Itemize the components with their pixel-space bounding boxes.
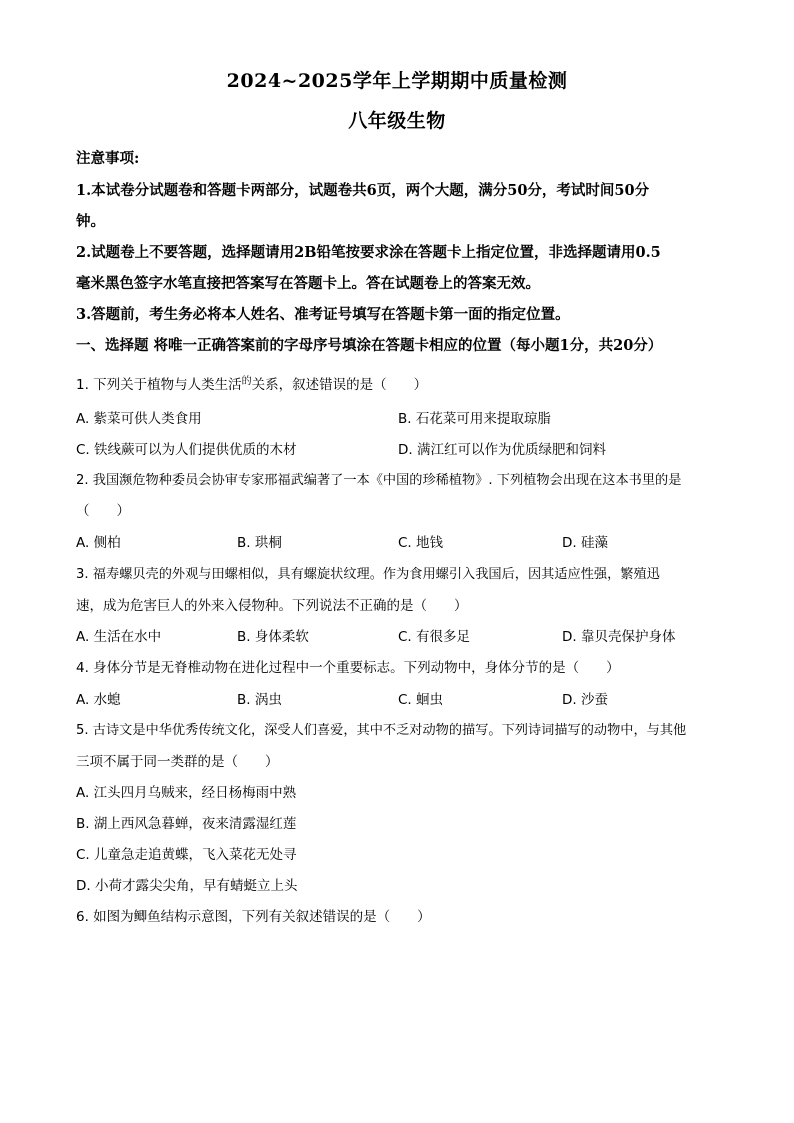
- question-1-option-d: D. 满江红可以作为优质绿肥和饲料: [398, 442, 606, 458]
- question-1-option-c: C. 铁线蕨可以为人们提供优质的木材: [76, 442, 297, 458]
- note-1-line-1: 1.本试卷分试题卷和答题卡两部分，试题卷共6页，两个大题，满分50分，考试时间50分: [76, 182, 650, 199]
- question-2-option-d: D. 硅藻: [562, 535, 608, 551]
- question-2-stem-line-1: 2. 我国濒危物种委员会协审专家邢福武编著了一本《中国的珍稀植物》. 下列植物会出现在这本书里的是: [76, 473, 682, 488]
- question-2-option-b: B. 珙桐: [237, 535, 282, 551]
- exam-subtitle: 八年级生物: [348, 110, 446, 132]
- note-2-line-2: 毫米黑色签字水笔直接把答案写在答题卡上。答在试题卷上的答案无效。: [76, 275, 540, 292]
- question-2-option-c: C. 地钱: [398, 535, 444, 551]
- question-1-stem-a: 1. 下列关于植物与人类生活: [76, 377, 242, 393]
- question-3-stem-line-1: 3. 福寿螺贝壳的外观与田螺相似，具有螺旋状纹理。作为食用螺引入我国后，因其适应性强，繁殖迅: [76, 567, 660, 582]
- question-3-stem-line-2: 速，成为危害巨人的外来入侵物种。下列说法不正确的是（ ）: [76, 598, 468, 614]
- question-5-option-b: B. 湖上西风急暮蝉，夜来清露湿红莲: [76, 816, 297, 832]
- notes-heading: 注意事项:: [76, 150, 140, 167]
- question-1-stem-sup: 的: [241, 376, 252, 387]
- question-5-stem-line-2: 三项不属于同一类群的是（ ）: [76, 754, 279, 770]
- question-3-option-d: D. 靠贝壳保护身体: [562, 629, 676, 645]
- question-1-stem-b: 关系，叙述错误的是（ ）: [251, 377, 428, 393]
- question-5-option-c: C. 儿童急走追黄蝶，飞入菜花无处寻: [76, 847, 297, 863]
- question-1-option-a: A. 紫菜可供人类食用: [76, 411, 202, 427]
- question-6-stem: 6. 如图为鲫鱼结构示意图，下列有关叙述错误的是（ ）: [76, 909, 431, 925]
- note-2-line-1: 2.试题卷上不要答题，选择题请用2B铅笔按要求涂在答题卡上指定位置，非选择题请用0.5: [76, 244, 661, 261]
- section-1-heading: 一、选择题 将唯一正确答案前的字母序号填涂在答题卡相应的位置（每小题1分，共20分）: [76, 337, 663, 354]
- question-3-option-a: A. 生活在水中: [76, 629, 162, 645]
- question-5-stem-line-1: 5. 古诗文是中华优秀传统文化，深受人们喜爱，其中不乏对动物的描写。下列诗词描写的动物中，与其他: [76, 723, 687, 738]
- question-4-option-a: A. 水螅: [76, 692, 121, 708]
- question-2-stem-line-2: （ ）: [76, 503, 130, 519]
- question-4-option-c: C. 蛔虫: [398, 692, 444, 708]
- question-2-option-a: A. 侧柏: [76, 535, 121, 551]
- question-1-option-b: B. 石花菜可用来提取琼脂: [398, 411, 551, 427]
- question-3-option-b: B. 身体柔软: [237, 629, 309, 645]
- note-1-line-2: 钟。: [76, 213, 105, 230]
- question-4-stem: 4. 身体分节是无脊椎动物在进化过程中一个重要标志。下列动物中，身体分节的是（ ）: [76, 660, 620, 676]
- question-3-option-c: C. 有很多足: [398, 629, 471, 645]
- note-3: 3.答题前，考生务必将本人姓名、准考证号填写在答题卡第一面的指定位置。: [76, 306, 570, 323]
- question-1-stem: [76, 373, 427, 393]
- question-5-option-d: D. 小荷才露尖尖角，早有蜻蜓立上头: [76, 878, 298, 894]
- question-4-option-b: B. 涡虫: [237, 692, 282, 708]
- exam-title: 2024~2025学年上学期期中质量检测: [226, 70, 568, 92]
- question-4-option-d: D. 沙蚕: [562, 692, 608, 708]
- question-5-option-a: A. 江头四月乌贼来，经日杨梅雨中熟: [76, 785, 297, 801]
